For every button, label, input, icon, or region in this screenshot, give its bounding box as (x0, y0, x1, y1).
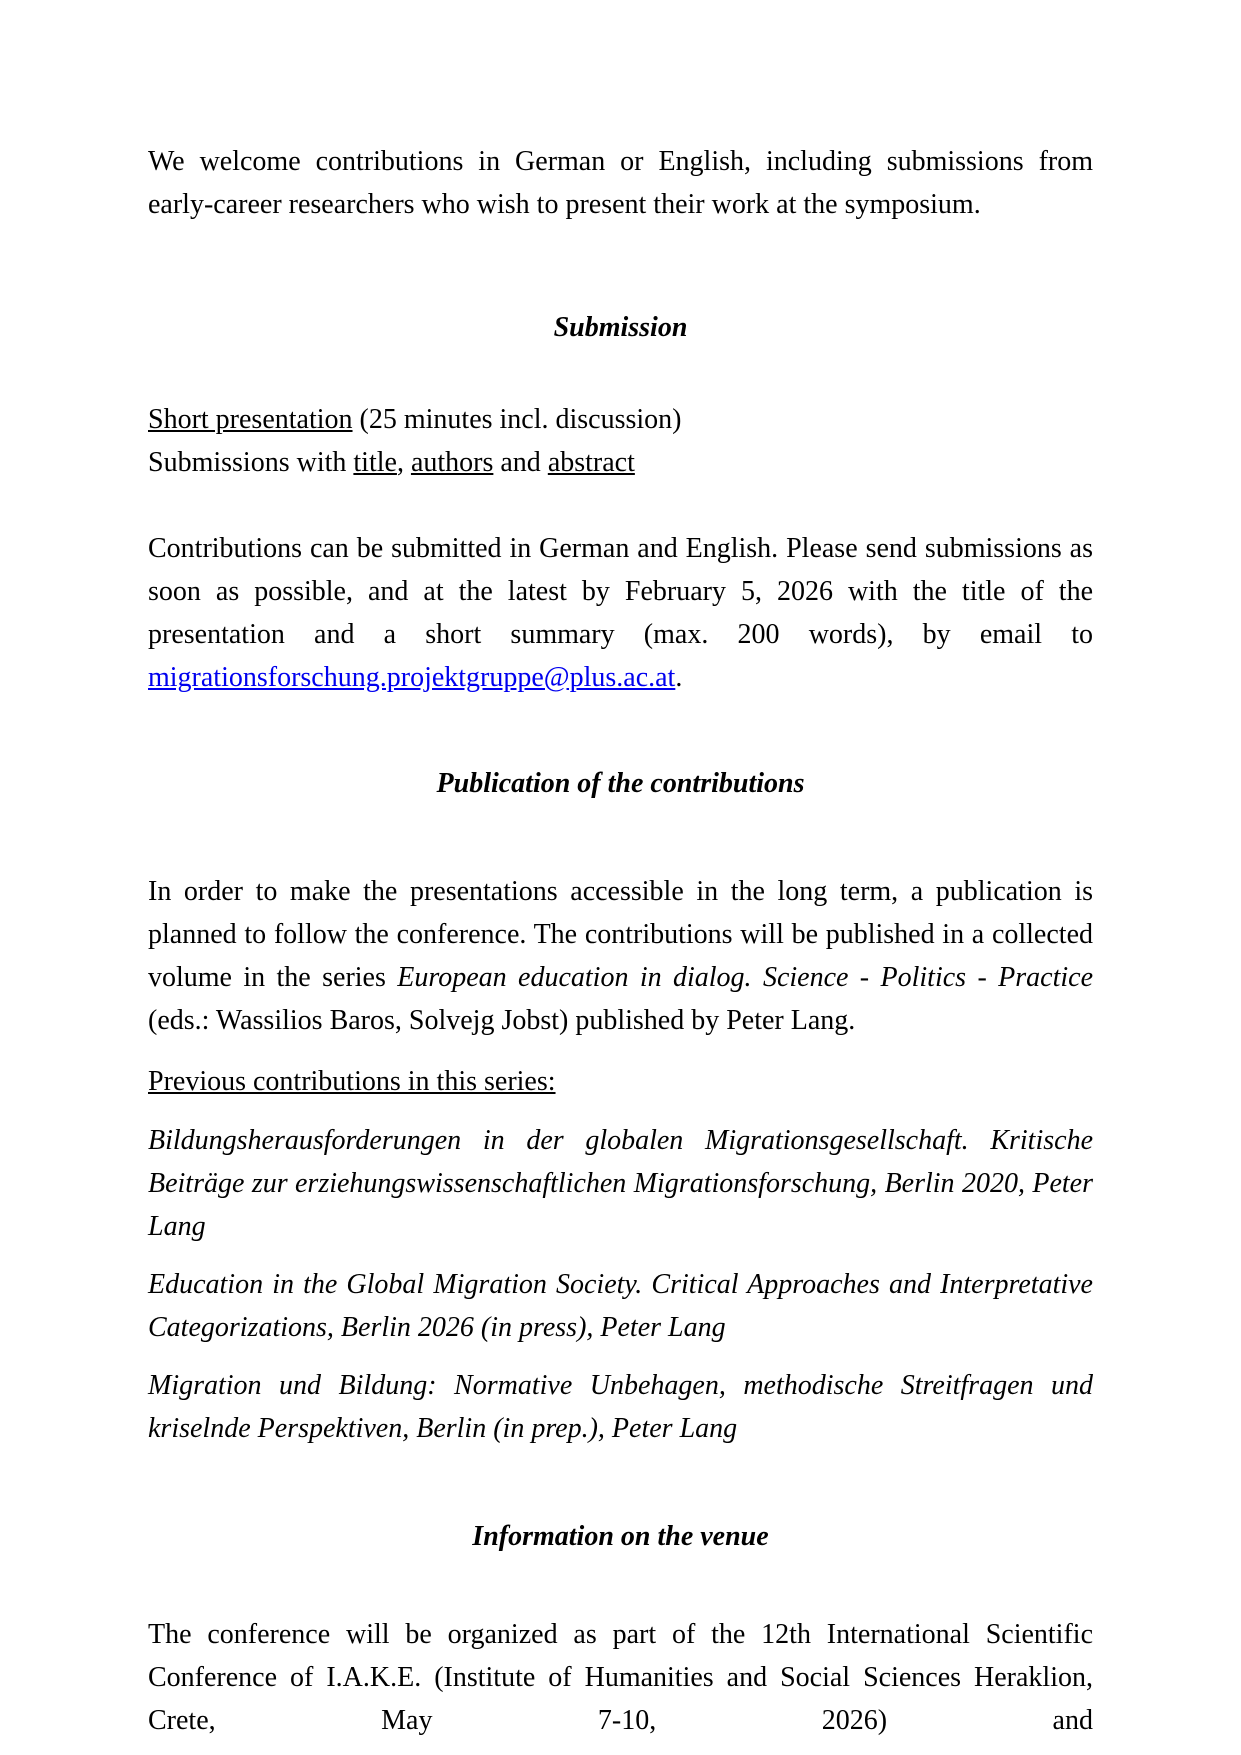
intro-paragraph: We welcome contributions in German or English, including submissions from early-career researchers who wish to present their work at the symposium. (148, 146, 1093, 220)
series-title-italic: European education in dialog. Science - Politics - Practice (397, 962, 1093, 993)
requirement-authors-underlined: authors (410, 447, 494, 478)
submission-deadline-paragraph (148, 527, 1093, 699)
publication-text-end: (eds.: Wassilios Baros, Solvejg Jobst) published by Peter Lang. (148, 1005, 856, 1036)
deadline-text-end: . (675, 662, 683, 693)
publication-heading: Publication of the contributions (436, 768, 805, 799)
email-link[interactable]: migrationsforschung.projektgruppe@plus.ac.at (148, 662, 676, 693)
publication-text-start: In order to make the presentations accessible in the long term, a publication is planned to follow the conference. The contributions will be published in a collected volume in the series (148, 876, 1093, 993)
requirements-separator-2: and (493, 447, 548, 478)
requirements-prefix: Submissions with (148, 447, 354, 478)
venue-paragraph: The conference will be organized as part of the 12th International Scientific Conference of I.A.K.E. (Institute of Humanities and Social Sciences Heraklion, Crete, May 7-10, 2026) and (148, 1619, 1093, 1736)
previous-series-item: Education in the Global Migration Society. Critical Approaches and Interpretative Categorizations, Berlin 2026 (in press), Peter Lang (148, 1269, 1093, 1343)
presentation-format-line (148, 398, 1093, 441)
previous-series-label-underlined: Previous contributions in this series: (148, 1066, 556, 1097)
requirement-abstract-underlined: abstract (547, 447, 635, 478)
submission-heading: Submission (553, 312, 688, 343)
presentation-duration-text: (25 minutes incl. discussion) (352, 404, 682, 435)
previous-series-item: Migration und Bildung: Normative Unbehagen, methodische Streitfragen und kriselnde Perspektiven, Berlin (in prep.), Peter Lang (148, 1370, 1093, 1444)
submission-requirements-line (148, 441, 1093, 484)
previous-series-label (148, 1060, 1093, 1103)
deadline-text: Contributions can be submitted in German and English. Please send submissions as soon as possible, and at the latest by February 5, 2026 with the title of the presentation and a short summary (max. 200 words), by email to (148, 533, 1093, 650)
requirements-separator-1: , (396, 447, 411, 478)
publication-paragraph (148, 870, 1093, 1042)
short-presentation-underlined: Short presentation (148, 404, 353, 435)
requirement-title-underlined: title (353, 447, 397, 478)
previous-series-item: Bildungsherausforderungen in der globalen Migrationsgesellschaft. Kritische Beiträge zur erziehungswissenschaftlichen Migrationsforschung, Berlin 2020, Peter Lang (148, 1125, 1093, 1242)
venue-heading: Information on the venue (472, 1521, 769, 1552)
